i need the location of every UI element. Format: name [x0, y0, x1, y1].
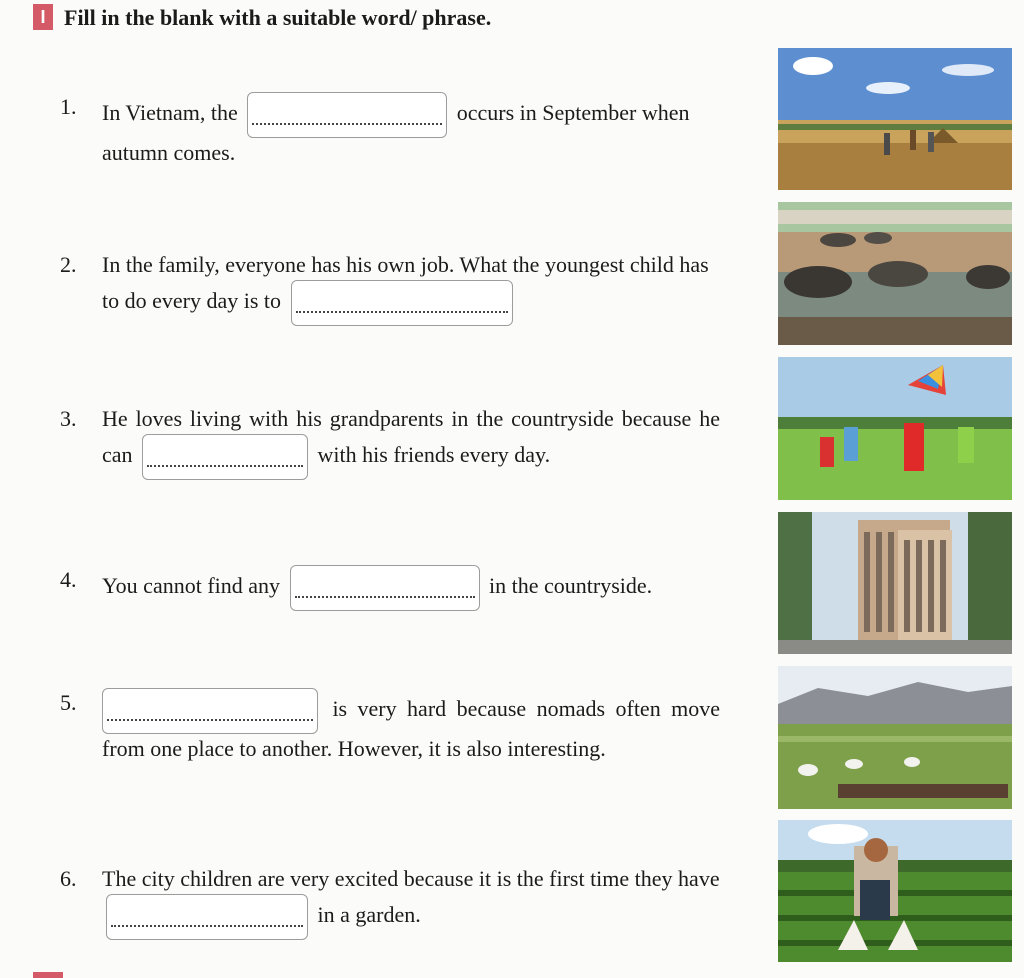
question-number: 1. — [60, 94, 77, 119]
question-number: 5. — [60, 690, 77, 715]
answer-blank-2[interactable] — [291, 280, 513, 326]
question-text-before: He loves living with his grandparents in the countryside because he can — [102, 406, 720, 468]
question-3 — [60, 404, 720, 480]
footer-accent — [33, 972, 63, 978]
answer-blank-5[interactable] — [102, 688, 318, 734]
question-5 — [60, 688, 720, 764]
question-text-after: occurs in September when autumn comes. — [102, 100, 690, 165]
buffalo-herding-photo — [778, 202, 1012, 345]
question-number: 3. — [60, 406, 77, 431]
answer-blank-3[interactable] — [142, 434, 308, 480]
family-garden-photo — [778, 820, 1012, 962]
question-text-after: in the countryside. — [489, 573, 653, 599]
question-1 — [60, 92, 720, 168]
question-number: 6. — [60, 866, 77, 891]
question-4 — [60, 565, 720, 611]
question-text-before: The city children are very excited because it is the first time they have — [102, 866, 720, 891]
children-flying-kite-photo — [778, 357, 1012, 500]
question-text-after: with his friends every day. — [317, 442, 551, 468]
question-text-after: is very hard because nomads often move from one place to another. However, it is also interesting. — [102, 696, 721, 761]
harvest-field-photo — [778, 48, 1012, 190]
question-2 — [60, 250, 720, 326]
question-number: 4. — [60, 567, 77, 592]
question-text-before: In Vietnam, the — [102, 100, 238, 126]
answer-blank-6[interactable] — [106, 894, 308, 940]
question-text-after: in a garden. — [317, 902, 421, 928]
city-building-photo — [778, 512, 1012, 654]
answer-blank-1[interactable] — [247, 92, 447, 138]
section-title: Fill in the blank with a suitable word/ phrase. — [64, 5, 492, 30]
question-6 — [60, 864, 720, 940]
question-text-before: You cannot find any — [102, 573, 281, 599]
answer-blank-4[interactable] — [290, 565, 480, 611]
nomad-steppe-photo — [778, 666, 1012, 809]
section-badge: I — [33, 4, 53, 30]
question-text-before: In the family, everyone has his own job. What the youngest child has to do every day is to — [102, 252, 709, 314]
question-number: 2. — [60, 252, 77, 277]
